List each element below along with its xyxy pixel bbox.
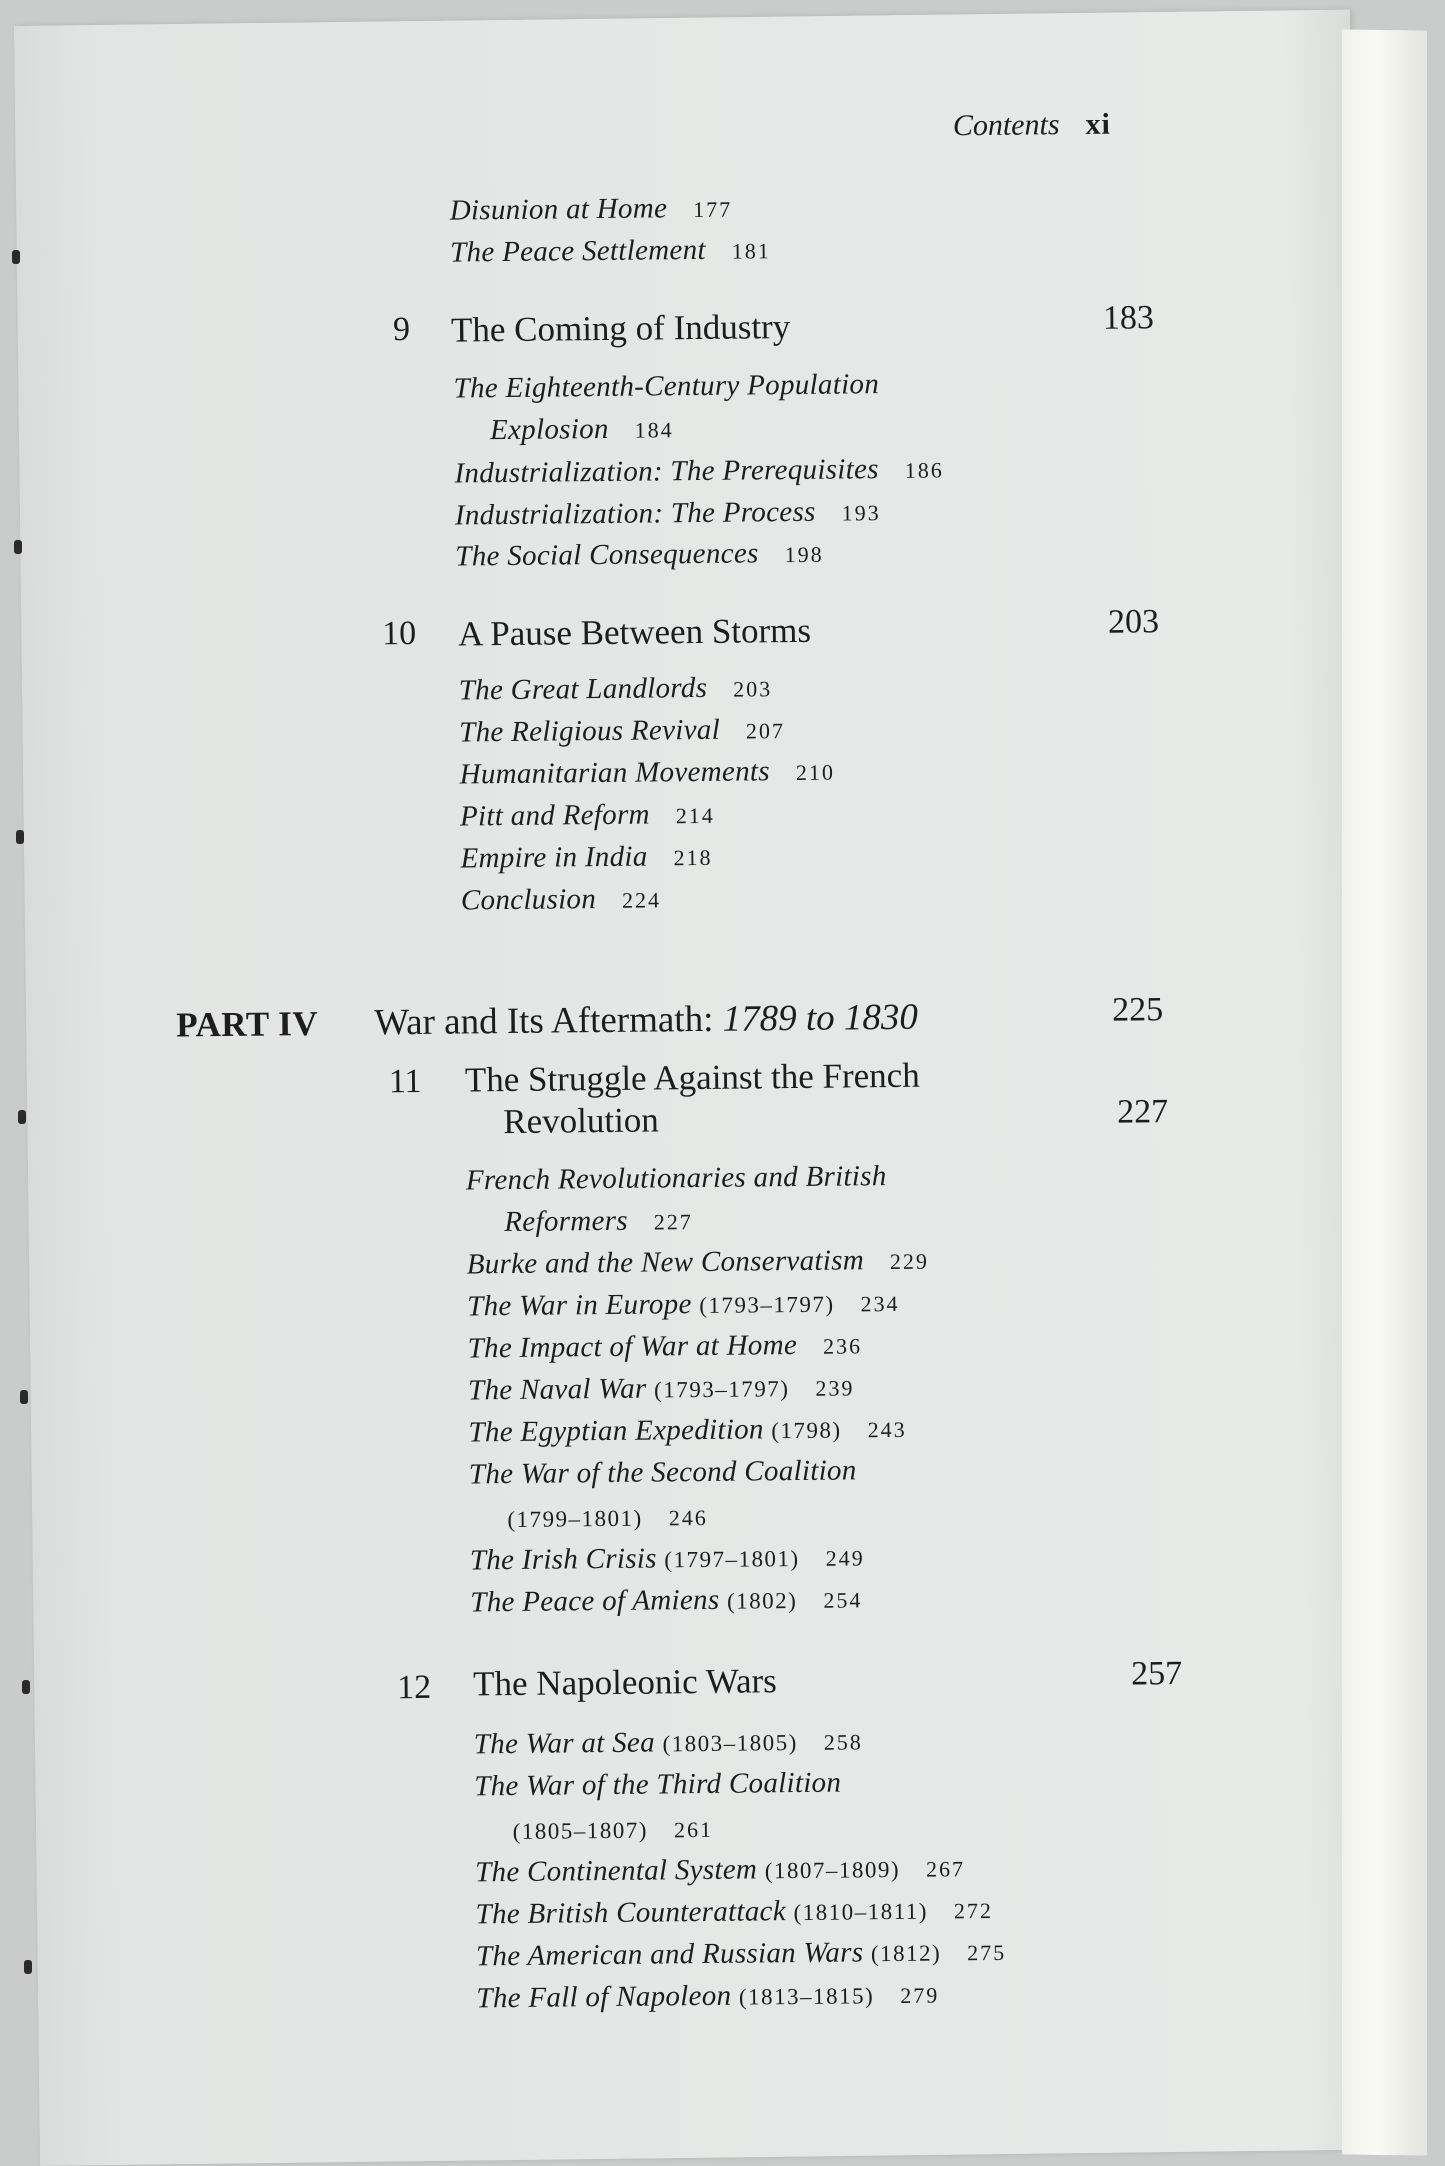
- toc-section: The Naval War (1793–1797) 239: [467, 1372, 855, 1407]
- toc-section: Reformers 227: [504, 1204, 693, 1239]
- toc-section: Burke and the New Conservatism 229: [466, 1244, 930, 1281]
- toc-section: (1799–1801) 246: [507, 1504, 708, 1533]
- toc-section: The Religious Revival 207: [459, 713, 786, 749]
- part-label: PART IV: [176, 1004, 319, 1045]
- chapter-title: The Struggle Against the French: [464, 1055, 920, 1100]
- toc-section: The War at Sea (1803–1805) 258: [473, 1726, 863, 1761]
- running-title: Contents: [952, 108, 1060, 143]
- toc-section: The War of the Third Coalition: [474, 1766, 842, 1803]
- chapter-page: 227: [1117, 1093, 1169, 1131]
- toc-section: The Impact of War at Home 236: [467, 1329, 863, 1365]
- toc-section: The War in Europe (1793–1797) 234: [467, 1288, 900, 1323]
- toc-section: The Peace Settlement 181: [449, 233, 771, 269]
- toc-section: (1805–1807) 261: [512, 1816, 714, 1845]
- chapter-title-cont: Revolution: [503, 1100, 660, 1142]
- chapter-number: 11: [388, 1062, 422, 1101]
- chapter-number: 12: [396, 1668, 432, 1707]
- toc-section: Industrialization: The Process 193: [454, 495, 881, 532]
- folio-number: xi: [1085, 107, 1112, 141]
- toc-section: Conclusion 224: [460, 883, 662, 917]
- running-header: [953, 108, 1111, 144]
- chapter-page: 257: [1130, 1654, 1183, 1693]
- toc-section: The British Counterattack (1810–1811) 272: [475, 1895, 994, 1931]
- chapter-number: 9: [392, 311, 411, 349]
- toc-section: Explosion 184: [489, 412, 674, 447]
- chapter-page: 203: [1107, 603, 1160, 641]
- toc-section: The Egyptian Expedition (1798) 243: [468, 1413, 907, 1449]
- toc-section: The War of the Second Coalition: [468, 1454, 857, 1491]
- toc-section: The Eighteenth-Century Population: [453, 368, 880, 405]
- toc-section: The Fall of Napoleon (1813–1815) 279: [476, 1979, 940, 2015]
- toc-section: The Social Consequences 198: [455, 537, 824, 573]
- chapter-title: The Napoleonic Wars: [472, 1661, 777, 1704]
- toc-section: Humanitarian Movements 210: [459, 755, 836, 791]
- toc-section: The Great Landlords 203: [458, 671, 773, 707]
- toc-section: Empire in India 218: [460, 840, 713, 875]
- part-page: 225: [1111, 991, 1164, 1029]
- toc-section: Industrialization: The Prerequisites 186: [454, 453, 944, 490]
- toc-section: French Revolutionaries and British: [465, 1160, 887, 1197]
- toc-section: The Irish Crisis (1797–1801) 249: [469, 1542, 865, 1577]
- toc-section: Pitt and Reform 214: [459, 798, 715, 833]
- part-title: War and Its Aftermath: 1789 to 1830: [374, 996, 919, 1044]
- toc-section: Disunion at Home 177: [449, 192, 733, 227]
- chapter-number: 10: [381, 614, 417, 653]
- chapter-page: 183: [1102, 299, 1155, 337]
- toc-section: The American and Russian Wars (1812) 275: [475, 1936, 1007, 1973]
- toc-section: The Continental System (1807–1809) 267: [474, 1853, 966, 1889]
- chapter-title: The Coming of Industry: [450, 307, 791, 350]
- toc-section: The Peace of Amiens (1802) 254: [470, 1583, 863, 1619]
- chapter-title: A Pause Between Storms: [457, 610, 812, 654]
